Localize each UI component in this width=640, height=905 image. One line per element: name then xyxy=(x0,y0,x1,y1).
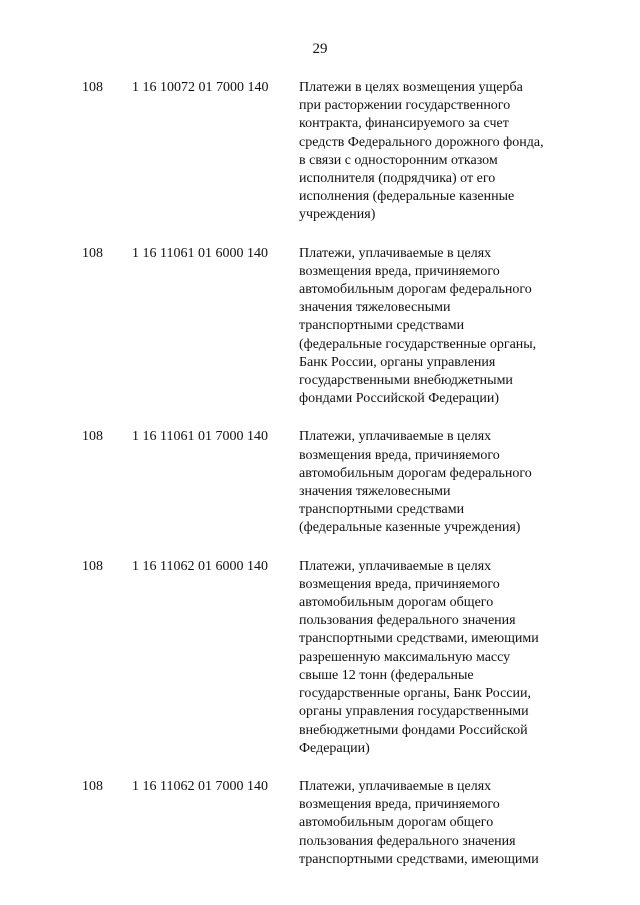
description-line: пользования федерального значения xyxy=(299,833,516,849)
description-line: Платежи, уплачиваемые в целях xyxy=(299,429,492,445)
description xyxy=(299,79,599,225)
description-line: разрешенную максимальную массу xyxy=(299,649,511,665)
description-line: автомобильным дорогам общего xyxy=(299,815,494,831)
description-line: Платежи, уплачиваемые в целях xyxy=(299,558,492,574)
description xyxy=(299,245,599,409)
page-number: 29 xyxy=(312,41,328,57)
description-line: свыше 12 тонн (федеральные xyxy=(299,667,474,683)
admin-code: 108 xyxy=(82,245,103,261)
description-line: государственные органы, Банк России, xyxy=(299,686,532,702)
description-line: транспортными средствами xyxy=(299,502,465,518)
admin-code: 108 xyxy=(82,429,103,445)
description xyxy=(299,428,599,537)
description-line: возмещения вреда, причиняемого xyxy=(299,447,500,463)
description-line: автомобильным дорогам федерального xyxy=(299,465,532,481)
description-line: учреждения) xyxy=(299,207,376,223)
description xyxy=(299,778,599,869)
description-line: при расторжении государственного xyxy=(299,98,511,114)
budget-classification-code: 1 16 11061 01 7000 140 xyxy=(132,429,268,445)
revenue-code-list xyxy=(0,79,640,889)
description-line: Платежи, уплачиваемые в целях xyxy=(299,245,492,261)
description-line: автомобильным дорогам федерального xyxy=(299,282,532,298)
admin-code: 108 xyxy=(82,778,103,794)
table-row xyxy=(0,245,640,409)
description-line: (федеральные казенные учреждения) xyxy=(299,520,521,536)
description-line: пользования федерального значения xyxy=(299,613,516,629)
admin-code: 108 xyxy=(82,558,103,574)
description-line: значения тяжеловесными xyxy=(299,484,451,500)
description-line: Платежи, уплачиваемые в целях xyxy=(299,778,492,794)
description-line: значения тяжеловесными xyxy=(299,300,451,316)
description-line: государственными внебюджетными xyxy=(299,373,513,389)
description-line: внебюджетными фондами Российской xyxy=(299,722,528,738)
budget-classification-code: 1 16 10072 01 7000 140 xyxy=(132,80,269,95)
description-line: контракта, финансируемого за счет xyxy=(299,116,509,132)
description-line: органы управления государственными xyxy=(299,704,529,720)
description-line: возмещения вреда, причиняемого xyxy=(299,797,500,813)
description-line: транспортными средствами xyxy=(299,318,465,334)
description-line: транспортными средствами, имеющими xyxy=(299,851,539,867)
description xyxy=(299,558,599,758)
table-row xyxy=(0,558,640,758)
description-line: (федеральные государственные органы, xyxy=(299,336,537,352)
description-line: возмещения вреда, причиняемого xyxy=(299,263,500,279)
table-row xyxy=(0,778,640,869)
description-line: средств Федерального дорожного фонда, xyxy=(299,134,544,150)
budget-classification-code: 1 16 11062 01 6000 140 xyxy=(132,558,268,574)
description-line: исполнения (федеральные казенные xyxy=(299,189,515,205)
description-line: автомобильным дорогам общего xyxy=(299,595,494,611)
description-line: Платежи в целях возмещения ущерба xyxy=(299,80,523,95)
budget-classification-code: 1 16 11062 01 7000 140 xyxy=(132,778,268,794)
description-line: Банк России, органы управления xyxy=(299,354,496,370)
table-row xyxy=(0,79,640,225)
table-row xyxy=(0,428,640,537)
description-line: Федерации) xyxy=(299,740,370,756)
description-line: возмещения вреда, причиняемого xyxy=(299,576,500,592)
description-line: в связи с односторонним отказом xyxy=(299,152,498,168)
admin-code: 108 xyxy=(82,80,103,95)
description-line: фондами Российской Федерации) xyxy=(299,391,500,407)
budget-classification-code: 1 16 11061 01 6000 140 xyxy=(132,245,268,261)
description-line: исполнителя (подрядчика) от его xyxy=(299,171,496,187)
description-line: транспортными средствами, имеющими xyxy=(299,631,539,647)
